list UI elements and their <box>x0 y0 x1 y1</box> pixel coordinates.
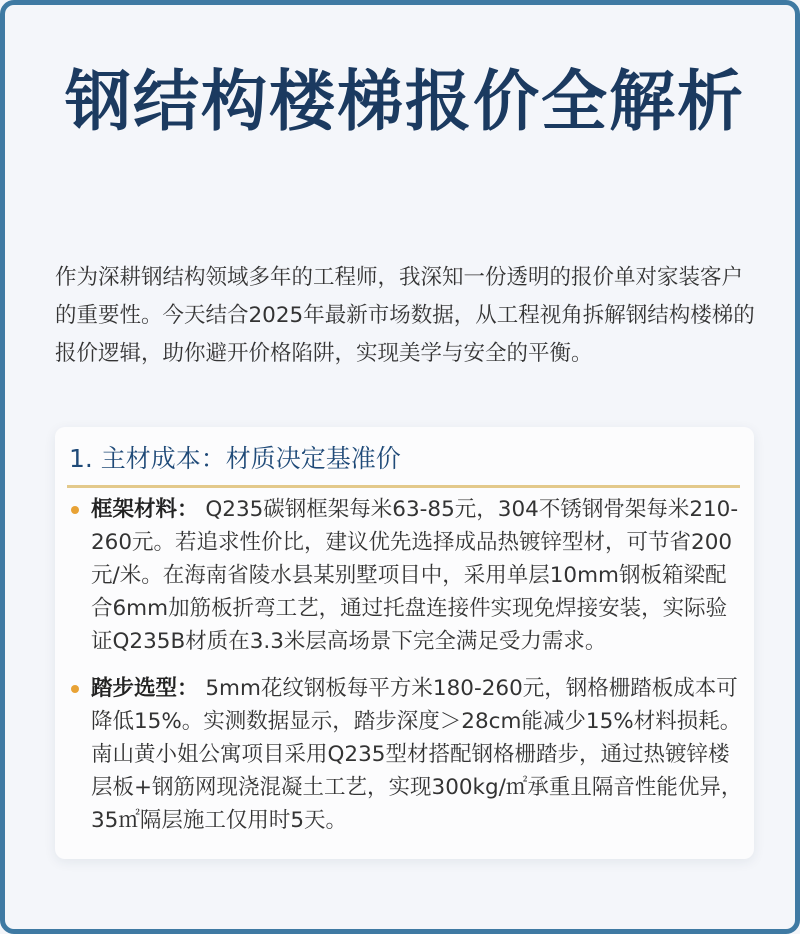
section-divider <box>67 485 740 488</box>
page-title: 钢结构楼梯报价全解析 <box>65 63 745 140</box>
item-text: 5mm花纹钢板每平方米180-260元，钢格栅踏板成本可降低15%。实测数据显示，踏步深度＞28cm能减少15%材料损耗。南山黄小姐公寓项目采用Q235型材搭配钢格栅踏步，通过热镀锌楼层板+钢筋网现浇混凝土工艺，实现300kg/㎡承重且隔音性能优异，35㎡隔层施工仅用时5天。 <box>91 676 743 833</box>
section-card <box>55 427 754 859</box>
bullet-dot-icon <box>71 506 79 514</box>
intro-paragraph: 作为深耕钢结构领域多年的工程师，我深知一份透明的报价单对家装客户的重要性。今天结合2025年最新市场数据，从工程视角拆解钢结构楼梯的报价逻辑，助你避开价格陷阱，实现美学与安全的平衡。 <box>55 265 755 366</box>
section-list <box>67 493 747 851</box>
item-label: 踏步选型： <box>91 676 199 701</box>
section-heading: 1. 主材成本：材质决定基准价 <box>69 444 401 473</box>
list-item-frame-material <box>67 493 747 658</box>
item-label: 框架材料： <box>91 497 199 522</box>
bullet-dot-icon <box>71 685 79 693</box>
list-item-tread-selection <box>67 672 747 837</box>
item-text: Q235碳钢框架每米63-85元，304不锈钢骨架每米210-260元。若追求性价比，建议优先选择成品热镀锌型材，可节省200元/米。在海南省陵水县某别墅项目中，采用单层10mm钢板箱梁配合6mm加筋板折弯工艺，通过托盘连接件实现免焊接安装，实际验证Q235B材质在3.3米层高场景下完全满足受力需求。 <box>91 497 739 654</box>
